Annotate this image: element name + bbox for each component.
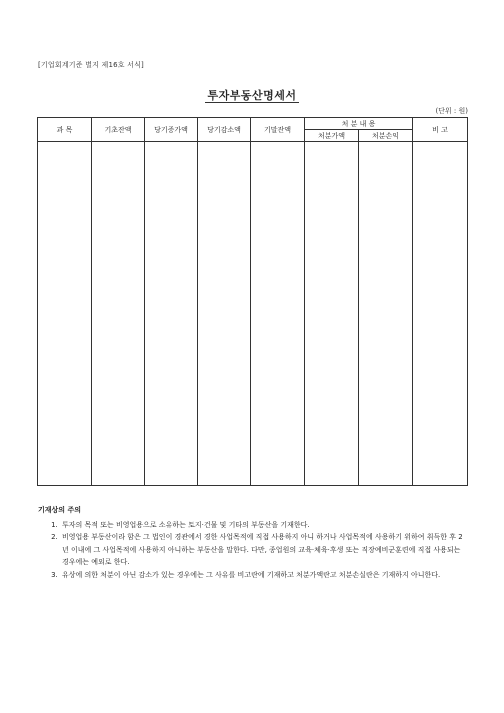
note-item: 2. 비영업용 부동산이라 함은 그 법인이 경관에서 경한 사업목적에 직접 사용하지 아니 하거나 사업목적에 사용하기 위하여 취득한 후 2년 이내에 그 사업목적에 사용하지 아니하는 부동산을 말한다. 다만, 종업원의 교육·체육·후생 또는 직장예비군훈련에 직접 사용되는 경우에는 예외로 한다. (60, 531, 468, 569)
document-title: 투자부동산명세서 (207, 89, 297, 102)
header-disposal-group: 처 분 내 용 (305, 118, 413, 130)
cell-remarks (413, 142, 468, 486)
table-body-row (38, 142, 468, 486)
title-underline (205, 102, 299, 103)
header-closing-balance: 기말잔액 (251, 118, 305, 142)
cell-subject (38, 142, 92, 486)
header-opening-balance: 기초잔액 (92, 118, 145, 142)
header-disposal-loss: 처분손익 (359, 130, 413, 142)
cell-disposal-amount (305, 142, 359, 486)
notes-section (38, 504, 468, 581)
notes-list (38, 519, 468, 582)
note-item: 1. 투자의 목적 또는 비영업용으로 소유하는 토지·건물 및 기타의 부동산을 기재한다. (60, 519, 468, 532)
form-reference: [기업회계기준 별지 제16호 서식] (38, 61, 144, 69)
header-disposal-amount: 처분가액 (305, 130, 359, 142)
investment-property-table (37, 117, 468, 486)
unit-label: (단위 : 원) (435, 107, 468, 115)
note-item: 3. 유상에 의한 처분이 아닌 감소가 있는 경우에는 그 사유를 비고란에 기재하고 처분가액란고 처분손실란은 기재하지 아니한다. (60, 569, 468, 582)
header-decrease: 당기감소액 (198, 118, 251, 142)
notes-heading: 기재상의 주의 (38, 506, 82, 514)
cell-opening-balance (92, 142, 145, 486)
cell-decrease (198, 142, 251, 486)
cell-closing-balance (251, 142, 305, 486)
cell-increase (145, 142, 198, 486)
header-increase: 당기증가액 (145, 118, 198, 142)
header-remarks: 비 고 (413, 118, 468, 142)
header-subject: 과 목 (38, 118, 92, 142)
cell-disposal-loss (359, 142, 413, 486)
